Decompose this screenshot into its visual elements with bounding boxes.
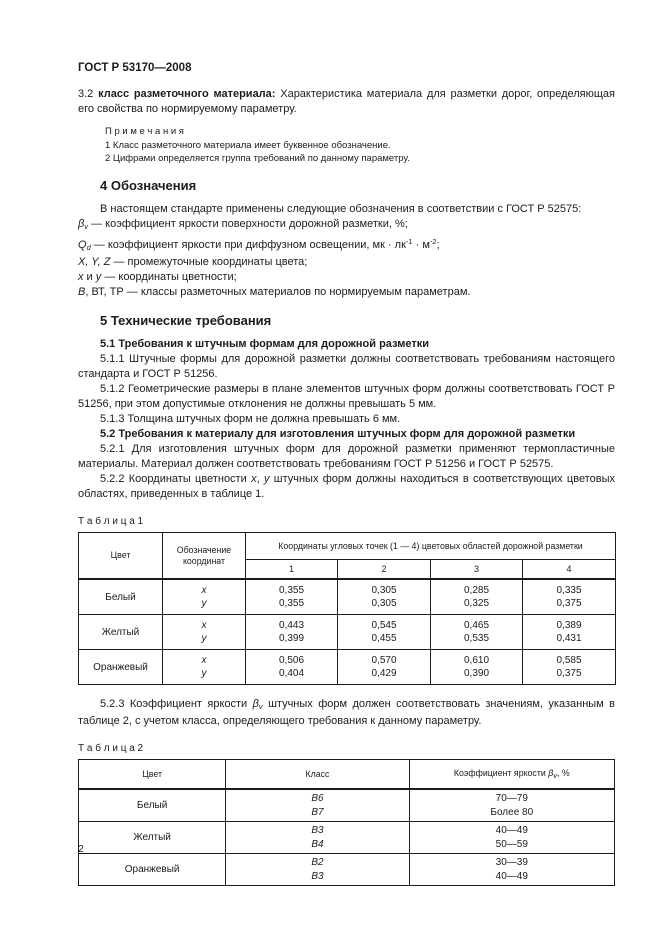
value-cell: 0,610 0,390 bbox=[431, 650, 523, 685]
table-1-label: Т а б л и ц а 1 bbox=[78, 516, 144, 527]
table-1-point-header: 2 bbox=[338, 560, 431, 580]
table-2-brightness-classes bbox=[78, 759, 615, 886]
heading-5-2: 5.2 Требования к материалу для изготовления штучных форм для дорожной разметки bbox=[100, 428, 576, 440]
table-row bbox=[79, 615, 616, 650]
value-cell: 0,585 0,375 bbox=[523, 650, 616, 685]
para-5-2-1: 5.2.1 Для изготовления штучных форм для дорожной разметки применяют термопластичные материалы. Материал должен соответствовать требованиям ГОСТ Р 51256 и ГОСТ Р 52575. bbox=[78, 443, 615, 470]
table-row bbox=[79, 650, 616, 685]
value-cell: 0,355 0,355 bbox=[246, 579, 338, 615]
note-item: 2 Цифрами определяется группа требований по данному параметру. bbox=[105, 153, 410, 164]
section-4-intro: В настоящем стандарте применены следующие обозначения в соответствии с ГОСТ Р 52575: bbox=[100, 203, 582, 215]
para-5-1-3: 5.1.3 Толщина штучных форм не должна превышать 6 мм. bbox=[100, 413, 401, 425]
para-5-1-2: 5.1.2 Геометрические размеры в плане элементов штучных форм должны соответствовать ГОСТ Р 51256, при этом допустимые отклонения не должны превышать 5 мм. bbox=[78, 383, 615, 410]
table-1-point-header: 1 bbox=[246, 560, 338, 580]
value-cell: 70—79 Более 80 bbox=[409, 789, 614, 822]
table-1-point-header: 3 bbox=[431, 560, 523, 580]
definition-line: B, ВТ, ТР — классы разметочных материалов по нормируемым параметрам. bbox=[78, 286, 471, 298]
doc-number: ГОСТ Р 53170—2008 bbox=[78, 62, 192, 74]
table-row bbox=[79, 854, 615, 886]
table-row bbox=[79, 822, 615, 854]
table-1-header-color: Цвет bbox=[79, 533, 163, 580]
value-cell: 40—49 50—59 bbox=[409, 822, 614, 854]
table-1-point-header: 4 bbox=[523, 560, 616, 580]
page-content bbox=[78, 62, 615, 886]
notes-title: П р и м е ч а н и я bbox=[105, 126, 184, 137]
heading-5-1: 5.1 Требования к штучным формам для дорожной разметки bbox=[100, 338, 430, 350]
table-1-header-coord: Обозначение координат bbox=[163, 533, 246, 580]
table-row bbox=[79, 789, 615, 822]
color-cell: Оранжевый bbox=[79, 650, 163, 685]
notes-block bbox=[105, 125, 615, 165]
value-cell: 0,443 0,399 bbox=[246, 615, 338, 650]
value-cell: 30—39 40—49 bbox=[409, 854, 614, 886]
definition-line: x и y — координаты цветности; bbox=[78, 271, 237, 283]
definition-line: βv — коэффициент яркости поверхности дорожной разметки, %; bbox=[78, 218, 408, 231]
para-5-1-1: 5.1.1 Штучные формы для дорожной разметки должны соответствовать требованиям настоящего стандарта и ГОСТ Р 51256. bbox=[78, 353, 615, 380]
section-5-title: 5 Технические требования bbox=[100, 313, 272, 328]
color-cell: Белый bbox=[79, 579, 163, 615]
para-3-2: 3.2 класс разметочного материала: Характеристика материала для разметки дорог, определяющая его свойства по нормируемому параметру. bbox=[78, 88, 616, 115]
table-2-header-color: Цвет bbox=[79, 760, 226, 790]
para-5-2-3: 5.2.3 Коэффициент яркости βv штучных форм должен соответствовать значениям, указанным в таблице 2, с учетом класса, определяющего требования к данному параметру. bbox=[78, 698, 616, 727]
value-cell: 0,465 0,535 bbox=[431, 615, 523, 650]
color-cell: Белый bbox=[79, 789, 226, 822]
color-cell: Желтый bbox=[79, 615, 163, 650]
value-cell: 0,305 0,305 bbox=[338, 579, 431, 615]
class-cell: В3 В4 bbox=[226, 822, 409, 854]
value-cell: 0,545 0,455 bbox=[338, 615, 431, 650]
section-4-title: 4 Обозначения bbox=[100, 178, 197, 193]
table-2-header-class: Класс bbox=[226, 760, 409, 790]
value-cell: 0,389 0,431 bbox=[523, 615, 616, 650]
table-2-header-coef: Коэффициент яркости βv, % bbox=[409, 760, 614, 790]
table-1-header-span: Координаты угловых точек (1 — 4) цветовых областей дорожной разметки bbox=[246, 533, 616, 560]
class-cell: В2 В3 bbox=[226, 854, 409, 886]
coord-label-cell: x y bbox=[163, 615, 246, 650]
value-cell: 0,285 0,325 bbox=[431, 579, 523, 615]
table-1-color-coordinates bbox=[78, 532, 616, 685]
page-number: 2 bbox=[78, 843, 84, 855]
class-cell: В6 В7 bbox=[226, 789, 409, 822]
coord-label-cell: x y bbox=[163, 650, 246, 685]
note-item: 1 Класс разметочного материала имеет буквенное обозначение. bbox=[105, 140, 391, 151]
color-cell: Желтый bbox=[79, 822, 226, 854]
table-2-label: Т а б л и ц а 2 bbox=[78, 743, 144, 754]
value-cell: 0,570 0,429 bbox=[338, 650, 431, 685]
coord-label-cell: x y bbox=[163, 579, 246, 615]
definition-line: X, Y, Z — промежуточные координаты цвета; bbox=[78, 256, 308, 268]
definition-line: Qd — коэффициент яркости при диффузном освещении, мк · $лк^{-1} \cdot м^{-2}$; bbox=[78, 237, 440, 252]
table-row bbox=[79, 579, 616, 615]
value-cell: 0,335 0,375 bbox=[523, 579, 616, 615]
value-cell: 0,506 0,404 bbox=[246, 650, 338, 685]
color-cell: Оранжевый bbox=[79, 854, 226, 886]
para-5-2-2: 5.2.2 Координаты цветности x, y штучных форм должны находиться в соответствующих цветовых областях, приведенных в таблице 1. bbox=[78, 473, 615, 500]
